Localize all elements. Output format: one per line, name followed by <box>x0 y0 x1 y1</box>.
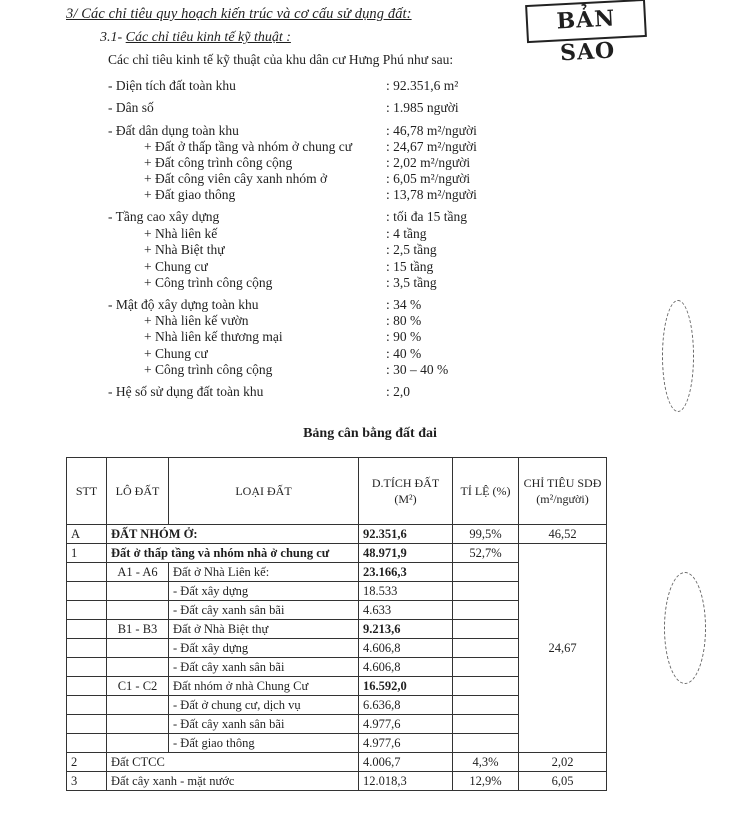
cell-stt <box>67 696 107 715</box>
section-heading: 3/ Các chỉ tiêu quy hoạch kiến trúc và cơ cấu sử dụng đất: <box>66 6 412 22</box>
cell-lo-dat: A1 - A6 <box>107 563 169 582</box>
seal-mark-top <box>662 300 694 412</box>
cell-dtich: 4.606,8 <box>359 658 453 677</box>
cell-stt: A <box>67 525 107 544</box>
indicator-sublabel: + Chung cư <box>144 259 208 274</box>
table-row <box>67 544 607 563</box>
indicator-sublabel: + Nhà liên kế vườn <box>144 313 249 328</box>
cell-lo-dat <box>107 696 169 715</box>
indicator-label: - Đất dân dụng toàn khu <box>108 123 239 138</box>
indicator-sublabel: + Đất ở thấp tầng và nhóm ở chung cư <box>144 139 353 154</box>
seal-mark-bottom <box>664 572 706 684</box>
intro-text: Các chỉ tiêu kinh tế kỹ thuật của khu dân cư Hưng Phú như sau: <box>108 52 454 67</box>
indicator-sublabel: + Nhà liên kế <box>144 226 218 241</box>
indicator-value: : 1.985 người <box>386 100 459 115</box>
cell-loai-dat: - Đất xây dựng <box>169 639 359 658</box>
cell-tile <box>453 601 519 620</box>
cell-lo-dat <box>107 734 169 753</box>
cell-tile <box>453 639 519 658</box>
cell-dtich: 4.606,8 <box>359 639 453 658</box>
cell-dtich: 4.633 <box>359 601 453 620</box>
cell-loai-dat: ĐẤT NHÓM Ở: <box>107 525 359 544</box>
cell-lo-dat: C1 - C2 <box>107 677 169 696</box>
indicator-value: : tối đa 15 tầng <box>386 209 467 224</box>
cell-loai-dat: - Đất cây xanh sân bãi <box>169 715 359 734</box>
indicator-value: : 24,67 m²/người <box>386 139 477 154</box>
indicator-sublabel: + Đất công trình công cộng <box>144 155 293 170</box>
table-header-row <box>67 458 607 525</box>
cell-dtich: 4.977,6 <box>359 734 453 753</box>
cell-loai-dat: Đất ở Nhà Biệt thự <box>169 620 359 639</box>
cell-stt <box>67 582 107 601</box>
indicator-value: : 4 tầng <box>386 226 427 241</box>
cell-stt <box>67 658 107 677</box>
header-lo-dat: LÔ ĐẤT <box>107 458 169 525</box>
indicator-value: : 6,05 m²/người <box>386 171 471 186</box>
table-row <box>67 753 607 772</box>
cell-loai-dat: - Đất ở chung cư, dịch vụ <box>169 696 359 715</box>
cell-loai-dat: Đất ở thấp tầng và nhóm nhà ở chung cư <box>107 544 359 563</box>
subsection-heading <box>100 30 291 46</box>
indicator-value: : 46,78 m²/người <box>386 123 477 138</box>
indicator-value: : 90 % <box>386 329 422 344</box>
cell-stt <box>67 677 107 696</box>
cell-chitieu-group: 24,67 <box>519 544 607 753</box>
cell-loai-dat: Đất cây xanh - mặt nước <box>107 772 359 791</box>
indicator-value: : 40 % <box>386 346 422 361</box>
header-stt: STT <box>67 458 107 525</box>
subsection-title: Các chỉ tiêu kinh tế kỹ thuật : <box>125 30 291 45</box>
copy-stamp: BẢN SAO <box>525 0 647 43</box>
cell-stt <box>67 734 107 753</box>
indicator-value: : 2,0 <box>386 384 411 399</box>
cell-dtich: 4.006,7 <box>359 753 453 772</box>
cell-dtich: 92.351,6 <box>359 525 453 544</box>
table-title: Bảng cân bằng đất đai <box>303 426 437 441</box>
cell-dtich: 6.636,8 <box>359 696 453 715</box>
header-loai-dat: LOẠI ĐẤT <box>169 458 359 525</box>
header-chitieu: CHỈ TIÊU SDĐ (m²/người) <box>519 458 607 525</box>
table-row <box>67 772 607 791</box>
cell-stt <box>67 620 107 639</box>
cell-stt <box>67 601 107 620</box>
cell-dtich: 9.213,6 <box>359 620 453 639</box>
indicator-value: : 3,5 tầng <box>386 275 437 290</box>
cell-stt <box>67 639 107 658</box>
cell-lo-dat <box>107 601 169 620</box>
cell-tile <box>453 696 519 715</box>
indicator-value: : 15 tầng <box>386 259 434 274</box>
subsection-number: 3.1- <box>100 30 123 45</box>
cell-tile <box>453 582 519 601</box>
indicator-sublabel: + Đất công viên cây xanh nhóm ở <box>144 171 328 186</box>
indicator-value: : 13,78 m²/người <box>386 187 477 202</box>
cell-tile: 99,5% <box>453 525 519 544</box>
cell-chitieu: 6,05 <box>519 772 607 791</box>
cell-loai-dat: - Đất xây dựng <box>169 582 359 601</box>
cell-dtich: 4.977,6 <box>359 715 453 734</box>
indicator-label: - Dân số <box>108 100 154 115</box>
indicator-value: : 2,5 tầng <box>386 242 437 257</box>
indicator-value: : 92.351,6 m² <box>386 78 459 93</box>
header-tile: TỈ LỆ (%) <box>453 458 519 525</box>
indicator-sublabel: + Chung cư <box>144 346 208 361</box>
indicator-value: : 2,02 m²/người <box>386 155 471 170</box>
cell-dtich: 23.166,3 <box>359 563 453 582</box>
cell-tile: 52,7% <box>453 544 519 563</box>
cell-lo-dat <box>107 639 169 658</box>
cell-dtich: 16.592,0 <box>359 677 453 696</box>
indicator-sublabel: + Nhà Biệt thự <box>144 242 225 257</box>
cell-lo-dat <box>107 582 169 601</box>
cell-tile <box>453 620 519 639</box>
indicator-label: - Diện tích đất toàn khu <box>108 78 236 93</box>
cell-stt: 2 <box>67 753 107 772</box>
indicator-sublabel: + Công trình công cộng <box>144 275 273 290</box>
cell-tile: 4,3% <box>453 753 519 772</box>
cell-dtich: 12.018,3 <box>359 772 453 791</box>
cell-chitieu: 46,52 <box>519 525 607 544</box>
indicator-sublabel: + Công trình công cộng <box>144 362 273 377</box>
indicator-value: : 80 % <box>386 313 422 328</box>
cell-stt: 1 <box>67 544 107 563</box>
cell-lo-dat: B1 - B3 <box>107 620 169 639</box>
cell-stt <box>67 715 107 734</box>
indicator-label: - Mật độ xây dựng toàn khu <box>108 297 259 312</box>
indicator-sublabel: + Đất giao thông <box>144 187 236 202</box>
cell-tile <box>453 563 519 582</box>
cell-loai-dat: - Đất giao thông <box>169 734 359 753</box>
land-balance-table <box>66 457 607 791</box>
cell-stt <box>67 563 107 582</box>
cell-loai-dat: Đất CTCC <box>107 753 359 772</box>
cell-dtich: 18.533 <box>359 582 453 601</box>
table-row <box>67 525 607 544</box>
indicator-value: : 34 % <box>386 297 422 312</box>
cell-loai-dat: - Đất cây xanh sân bãi <box>169 601 359 620</box>
cell-tile: 12,9% <box>453 772 519 791</box>
indicator-sublabel: + Nhà liên kế thương mại <box>144 329 283 344</box>
cell-lo-dat <box>107 658 169 677</box>
header-dtich: D.TÍCH ĐẤT (M²) <box>359 458 453 525</box>
cell-tile <box>453 658 519 677</box>
indicator-label: - Tầng cao xây dựng <box>108 209 220 224</box>
cell-tile <box>453 734 519 753</box>
cell-loai-dat: - Đất cây xanh sân bãi <box>169 658 359 677</box>
cell-stt: 3 <box>67 772 107 791</box>
cell-loai-dat: Đất nhóm ở nhà Chung Cư <box>169 677 359 696</box>
indicator-label: - Hệ số sử dụng đất toàn khu <box>108 384 264 399</box>
cell-dtich: 48.971,9 <box>359 544 453 563</box>
cell-chitieu: 2,02 <box>519 753 607 772</box>
cell-tile <box>453 677 519 696</box>
cell-lo-dat <box>107 715 169 734</box>
cell-loai-dat: Đất ở Nhà Liên kế: <box>169 563 359 582</box>
indicator-value: : 30 – 40 % <box>386 362 449 377</box>
cell-tile <box>453 715 519 734</box>
